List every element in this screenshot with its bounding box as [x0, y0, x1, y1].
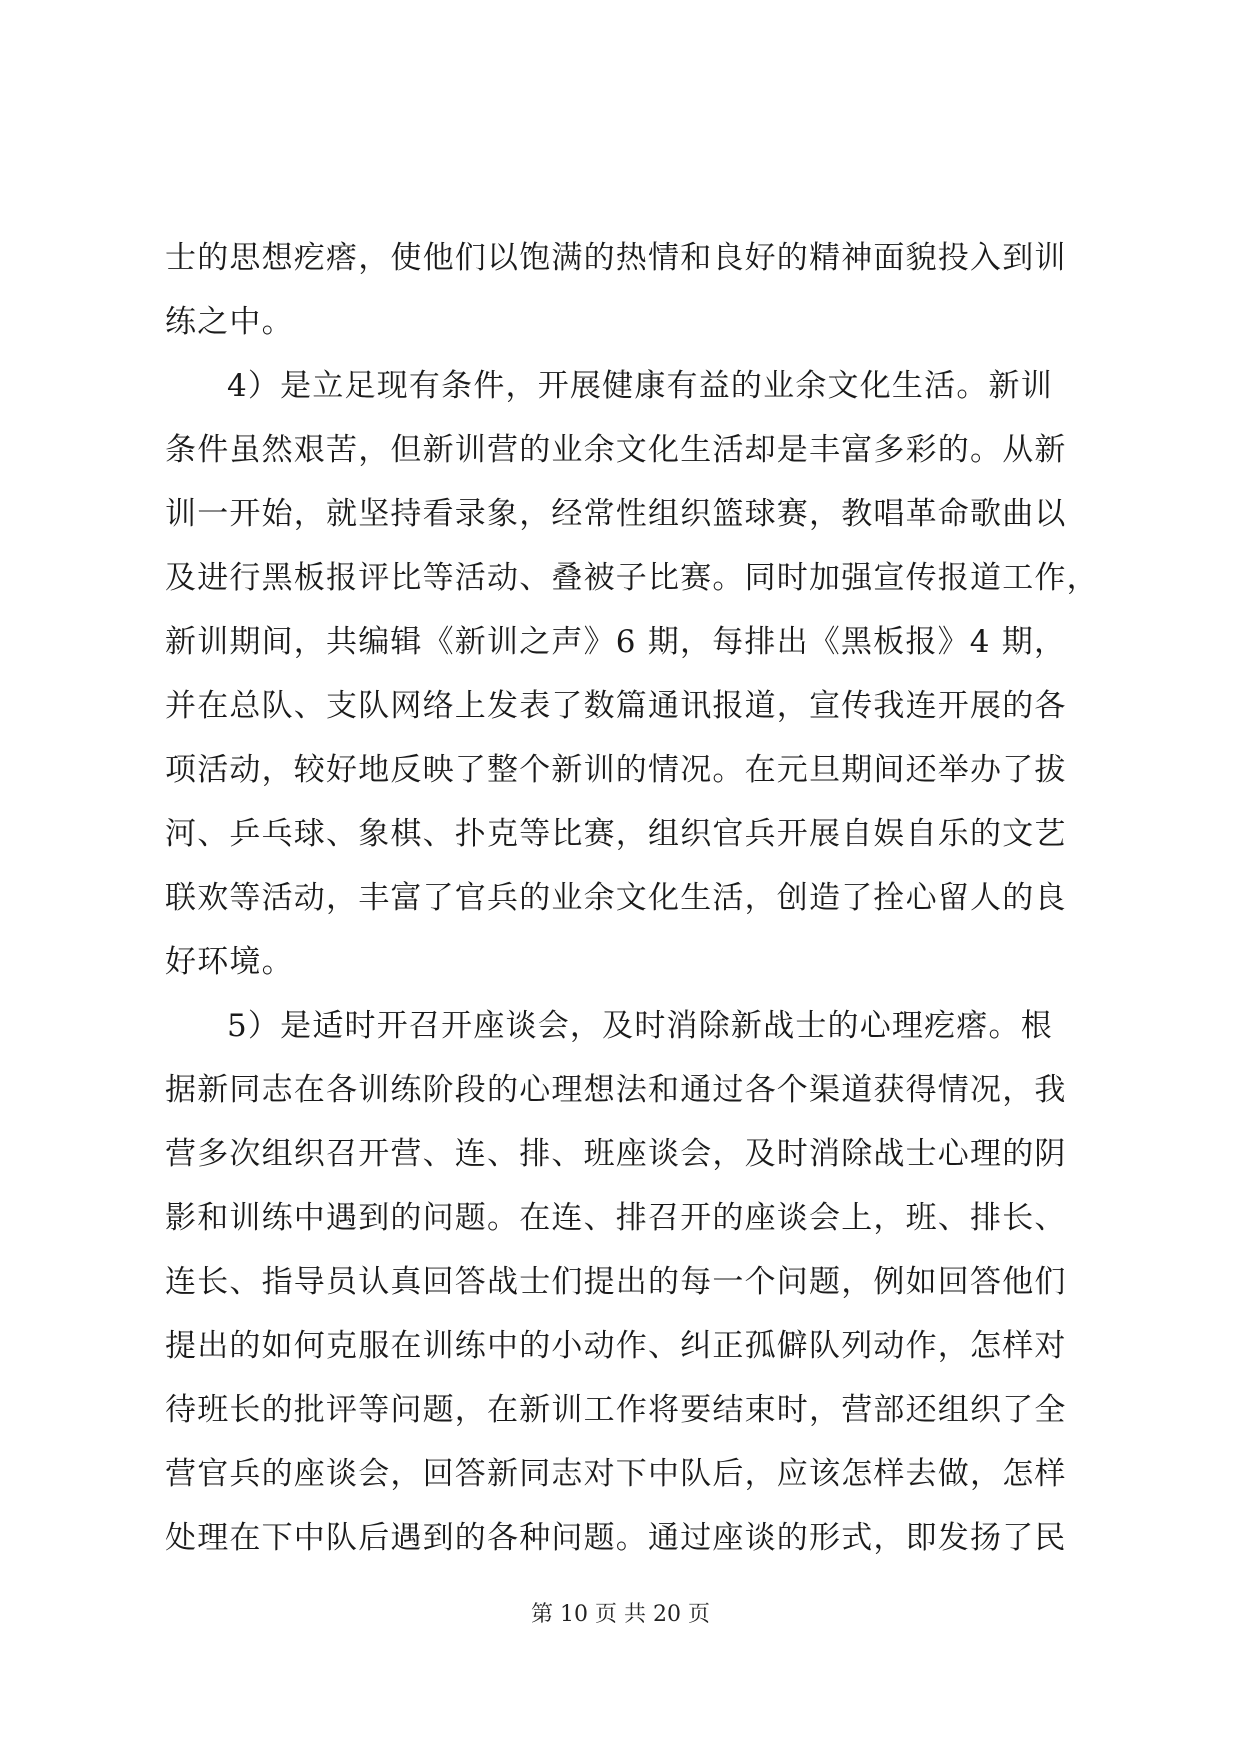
text-line: 好环境。: [165, 944, 294, 980]
paragraph-start-line: 4）是立足现有条件，开展健康有益的业余文化生活。新训: [227, 368, 1053, 404]
text-line: 条件虽然艰苦，但新训营的业余文化生活却是丰富多彩的。从新: [165, 432, 1067, 468]
text-line: 并在总队、支队网络上发表了数篇通讯报道，宣传我连开展的各: [165, 688, 1067, 724]
text-line: 处理在下中队后遇到的各种问题。通过座谈的形式，即发扬了民: [165, 1520, 1067, 1556]
text-line: 影和训练中遇到的问题。在连、排召开的座谈会上，班、排长、: [165, 1200, 1067, 1236]
text-line: 营官兵的座谈会，回答新同志对下中队后，应该怎样去做，怎样: [165, 1456, 1067, 1492]
text-line: 及进行黑板报评比等活动、叠被子比赛。同时加强宣传报道工作，: [165, 560, 1099, 596]
text-line: 连长、指导员认真回答战士们提出的每一个问题，例如回答他们: [165, 1264, 1067, 1300]
text-line: 河、乒乓球、象棋、扑克等比赛，组织官兵开展自娱自乐的文艺: [165, 816, 1067, 852]
paragraph-start-line: 5）是适时开召开座谈会，及时消除新战士的心理疙瘩。根: [227, 1008, 1053, 1044]
text-line: 提出的如何克服在训练中的小动作、纠正孤僻队列动作，怎样对: [165, 1328, 1067, 1364]
text-line: 联欢等活动，丰富了官兵的业余文化生活，创造了拴心留人的良: [165, 880, 1067, 916]
text-line: 营多次组织召开营、连、排、班座谈会，及时消除战士心理的阴: [165, 1136, 1067, 1172]
text-line: 据新同志在各训练阶段的心理想法和通过各个渠道获得情况，我: [165, 1072, 1067, 1108]
text-line: 项活动，较好地反映了整个新训的情况。在元旦期间还举办了拔: [165, 752, 1067, 788]
page-number-footer: 第 10 页 共 20 页: [531, 1602, 710, 1627]
text-line: 士的思想疙瘩，使他们以饱满的热情和良好的精神面貌投入到训: [165, 240, 1067, 276]
text-line: 新训期间，共编辑《新训之声》6 期，每排出《黑板报》4 期，: [165, 624, 1067, 660]
text-line: 练之中。: [165, 304, 294, 340]
text-line: 待班长的批评等问题，在新训工作将要结束时，营部还组织了全: [165, 1392, 1067, 1428]
text-line: 训一开始，就坚持看录象，经常性组织篮球赛，教唱革命歌曲以: [165, 496, 1067, 532]
body-text: [165, 226, 1099, 1570]
